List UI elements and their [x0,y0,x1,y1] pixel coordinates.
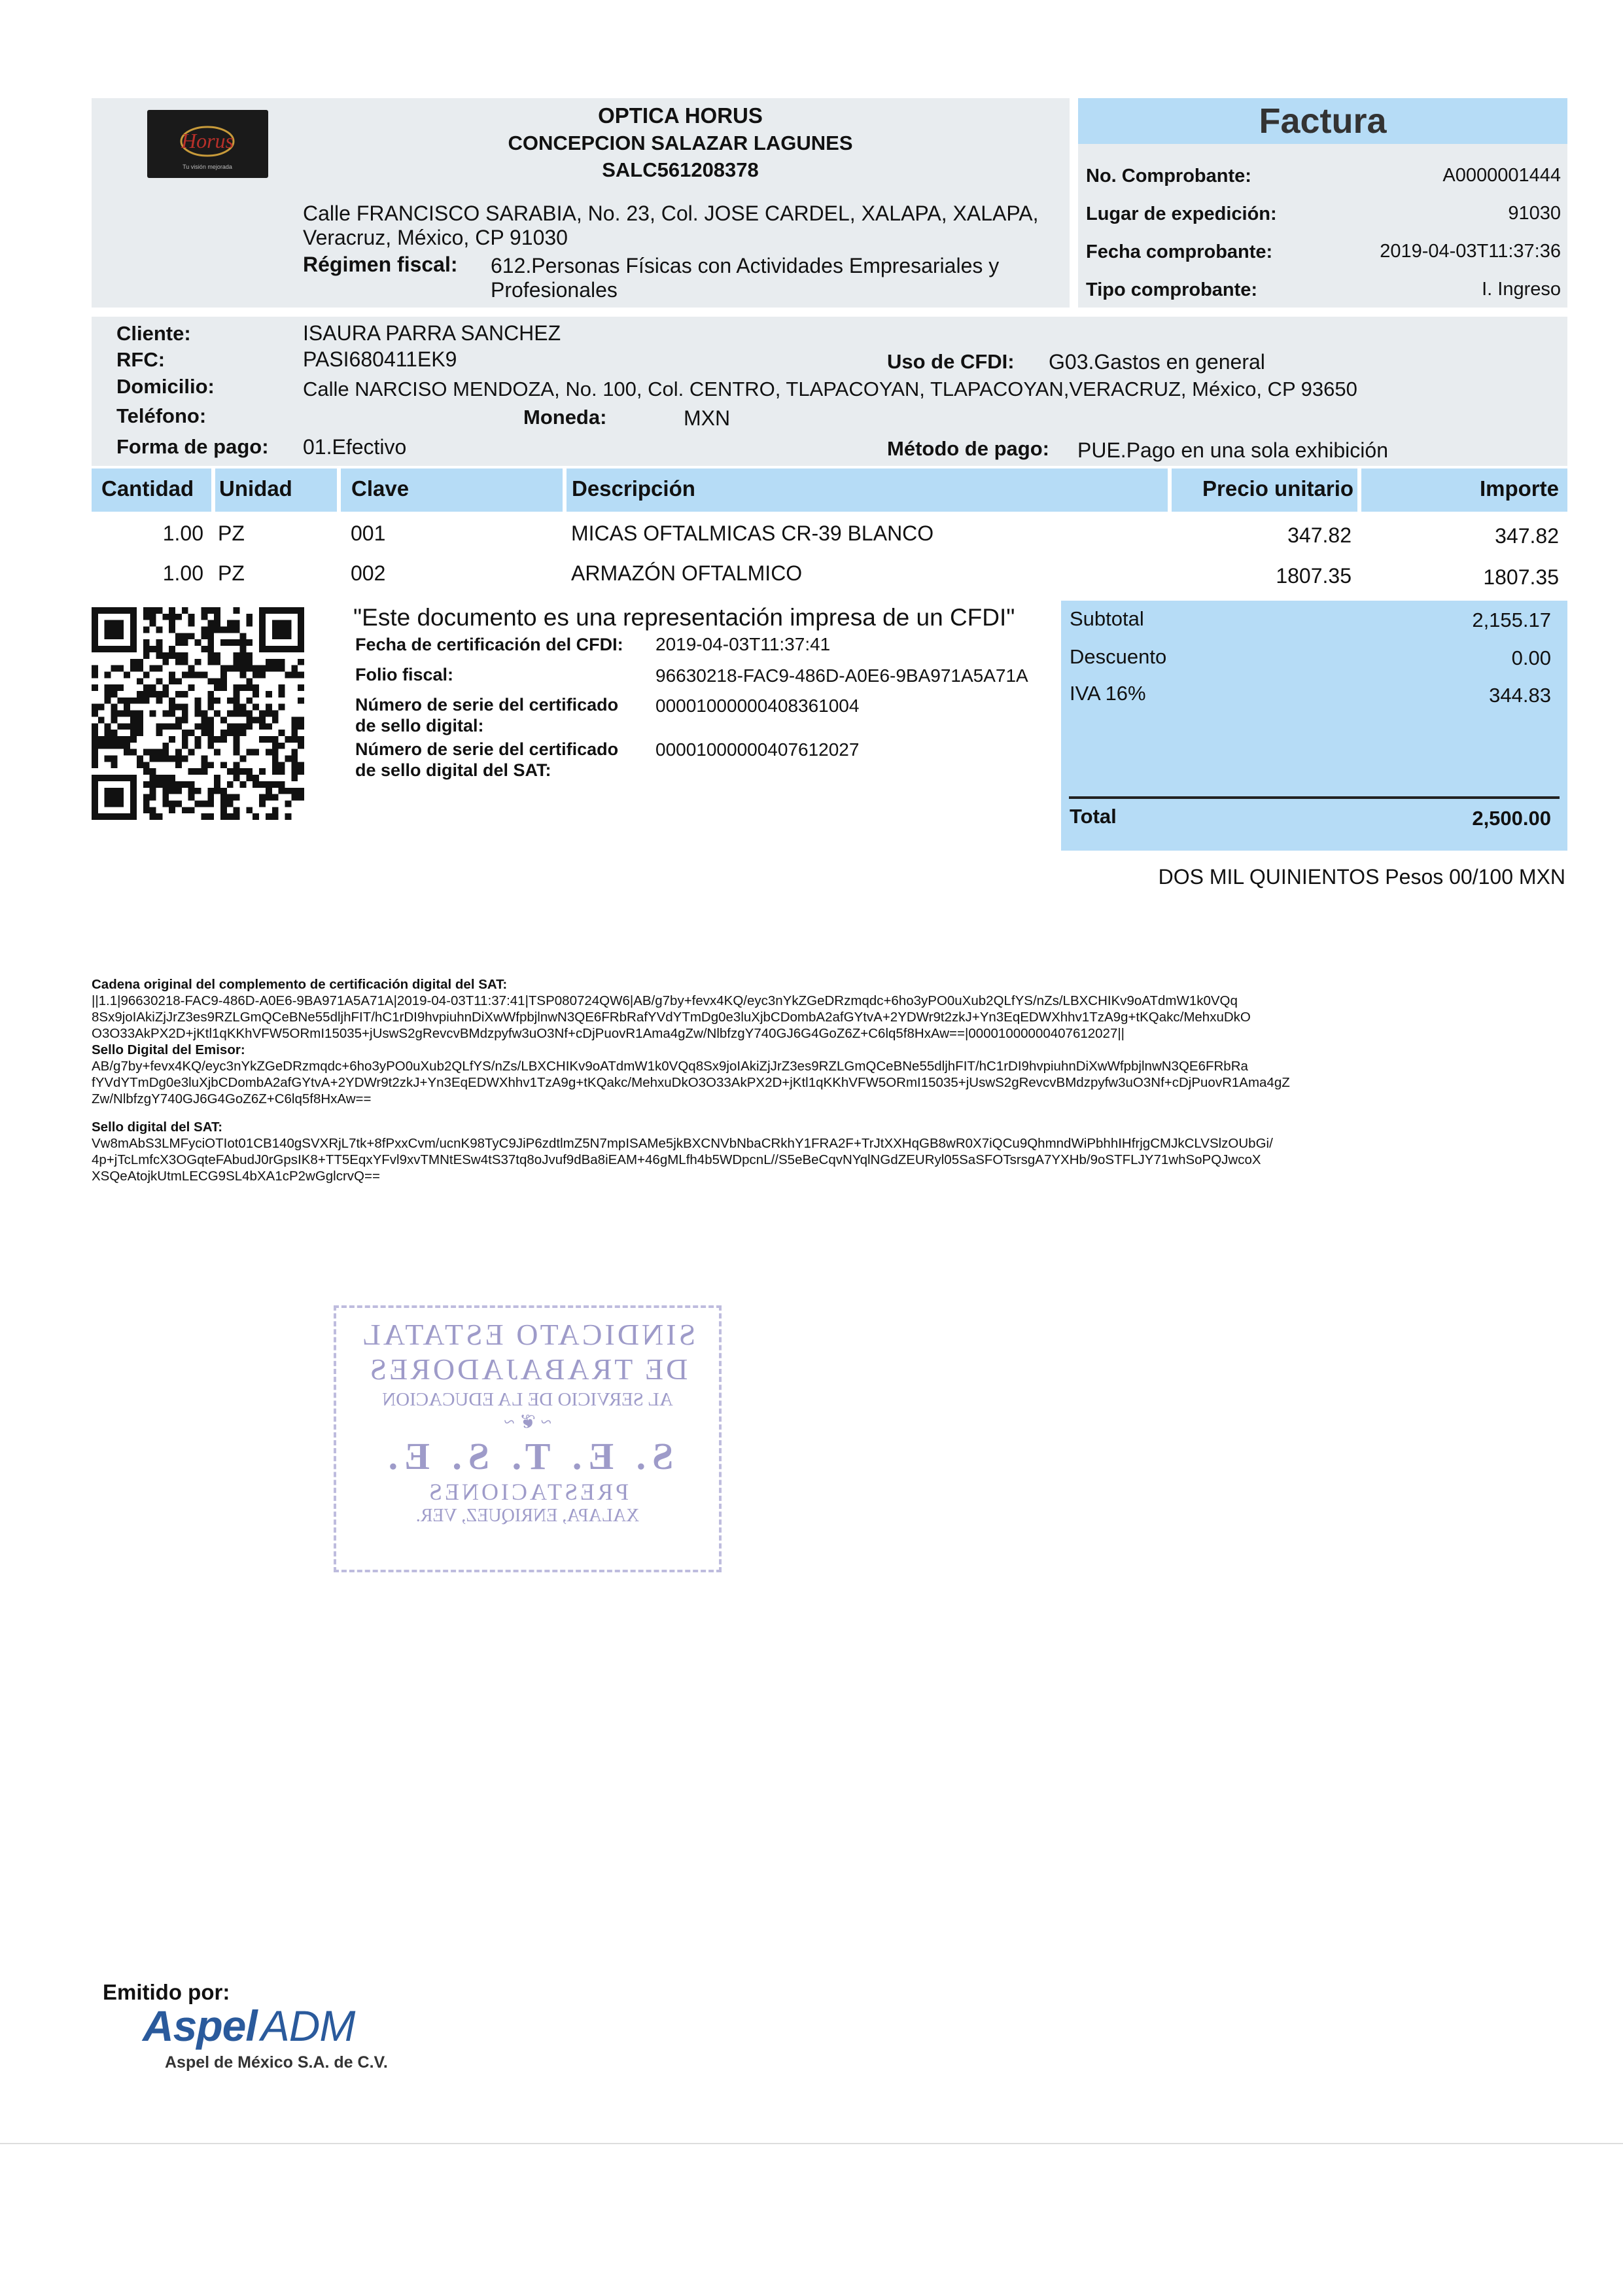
row2-description: ARMAZÓN OFTALMICO [571,561,803,585]
row1-description: MICAS OFTALMICAS CR-39 BLANCO [571,521,934,545]
stamp-line-1: SINDICATO ESTATAL [359,1318,696,1351]
issuer-regime-line1: 612.Personas Físicas con Actividades Empresariales y [491,254,1000,277]
emitted-by-label: Emitido por: [103,1980,230,2004]
row2-qty: 1.00 [162,561,203,585]
row1-key: 001 [351,521,386,545]
discount-label: Descuento [1070,645,1167,668]
brand-adm: ADM [260,2002,355,2050]
invoice-date-value: 2019-04-03T11:37:36 [1380,241,1561,262]
union-stamp [334,1305,722,1572]
folio: 96630218-FAC9-486D-A0E6-9BA971A5A71A [655,665,1028,686]
client-address: Calle NARCISO MENDOZA, No. 100, Col. CENTRO, TLAPACOYAN, TLAPACOYAN,VERACRUZ, México, CP 93650 [303,378,1357,400]
invoice-type-label: Tipo comprobante: [1086,279,1258,300]
scan-edge-line [0,2143,1623,2144]
row1-unit: PZ [218,521,245,545]
client-phone-label: Teléfono: [116,404,207,427]
header-divider [1168,468,1172,512]
brand-aspel: Aspel [143,2002,257,2050]
invoice-title: Factura [1259,101,1387,141]
serial-label-2: de sello digital: [355,716,484,735]
payment-form-label: Forma de pago: [116,435,269,458]
chain-line-2: 8Sx9joIAkiZjJrZ3es9RZLGmQCeBNe55dljhFIT/hC1rDI9hvpiuhnDiXwWfpbjlnwN3QE6FRbRafYVdYTmDg0e3luXjbCDombA2afGYtvA+2YDWr9t2zkJ+Yn3EqEDWXhhv1TzA9g+tKQakc/MehxuDkO [92,1010,1251,1025]
row2-unit: PZ [218,561,245,585]
totals-divider [1069,796,1560,799]
issuer-address-line2: Veracruz, México, CP 91030 [303,226,568,249]
cert-date: 2019-04-03T11:37:41 [655,634,831,654]
cfdi-use-label: Uso de CFDI: [887,350,1015,373]
logo-text: Horus [181,129,234,152]
col-header-unit-price: Precio unitario [1202,476,1354,501]
issue-place-label: Lugar de expedición: [1086,203,1277,224]
qr-code-icon [92,607,304,820]
subtotal-label: Subtotal [1070,607,1144,630]
emitter-seal-line-2: fYVdYTmDg0e3luXjbCDombA2afGYtvA+2YDWr9t2zkJ+Yn3EqEDWXhhv1TzA9g+tKQakc/MehxuDkO3O33AkPX2D+jKtl1qKKhVFW5ORmI15035+jUswS2gRevcvBMdzpyfw3uO3Nf+cDjPuovR1Ama4gZ [92,1075,1290,1090]
emitter-seal-title: Sello Digital del Emisor: [92,1042,245,1057]
logo-swirl-icon [147,110,268,178]
sat-seal-line-1: Vw8mAbS3LMFyciOTIot01CB140gSVXRjL7tk+8fPxxCvm/ucnK98TyC9JiP6zdtlmZ5N7mpISAMe5jkBXCNVbNbaCRkhY1FRA2F+TrJtXXHqGB8wR0X7iQCu9QhmndWiPbhhIHfrjgCMJkCLVSlzOUbGi/ [92,1136,1273,1151]
stamp-line-4: S. E. T. S. E. [381,1435,674,1477]
total-label: Total [1070,805,1117,828]
discount: 0.00 [1511,646,1551,669]
serial-label-1: Número de serie del certificado [355,695,619,715]
row1-qty: 1.00 [162,521,203,545]
header-divider [211,468,215,512]
currency-label: Moneda: [523,406,607,429]
payment-method: PUE.Pago en una sola exhibición [1077,438,1388,462]
issuer-rfc: SALC561208378 [602,158,759,181]
issuer-regime-line2: Profesionales [491,278,618,302]
logo-subtitle: Tu visión mejorada [183,164,232,170]
issuer-name: OPTICA HORUS [598,103,763,128]
aspel-logo [143,2001,355,2051]
col-header-unit: Unidad [219,476,292,501]
client-name-label: Cliente: [116,322,191,345]
subtotal: 2,155.17 [1472,609,1551,631]
sat-seal-line-2: 4p+jTcLmfcX3OGqteFAbudJ0rGpsIK8+TT5EqxYFvl9xvTMNtESw4tS37tq8oJvuf9dBa8iEAM+46gMLfh4b5WDpcnL//S5eBeCqvNYqlNGdZEURyl05SaSFOTsrsgA7YXHb/9oSTFLJY71whSoPQJwcoX [92,1152,1261,1167]
client-address-label: Domicilio: [116,375,215,398]
stamp-line-2: DE TRABAJADORES [367,1352,688,1386]
iva: 344.83 [1489,684,1551,707]
currency: MXN [684,406,731,430]
header-divider [563,468,567,512]
chain-line-1: ||1.1|96630218-FAC9-486D-A0E6-9BA971A5A71A|2019-04-03T11:37:41|TSP080724QW6|AB/g7by+fevx4KQ/eyc3nYkZGeDRzmqdc+6ho3yPO0uXub2QLfYS/nZs/LBXCHIKv9oATdmW1k0VQq [92,993,1238,1008]
cert-date-label: Fecha de certificación del CFDI: [355,635,623,654]
total: 2,500.00 [1472,807,1551,830]
row2-key: 002 [351,561,386,585]
serial: 00001000000408361004 [655,696,860,716]
col-header-quantity: Cantidad [101,476,194,501]
sat-seal-line-3: XSQeAtojkUtmLECG9SL4bXA1cP2wGglcrvQ== [92,1169,380,1184]
client-rfc-label: RFC: [116,348,166,371]
chain-line-3: O3O33AkPX2D+jKtl1qKKhVFW5ORmI15035+jUswS2gRevcvBMdzpyfw3uO3Nf+cDjPuovR1Ama4gZw/NlbfzgY740GJ6G4GoZ6Z+C6lq5f8HxAw==|00001000000407612027|| [92,1026,1125,1041]
issuer-address-line1: Calle FRANCISCO SARABIA, No. 23, Col. JOSE CARDEL, XALAPA, XALAPA, [303,202,1039,225]
payment-form: 01.Efectivo [303,435,407,459]
row1-amount: 347.82 [1495,524,1559,548]
client-rfc: PASI680411EK9 [303,347,457,371]
col-header-key: Clave [351,476,410,501]
row2-price: 1807.35 [1276,564,1352,588]
header-divider [337,468,341,512]
emitter-seal-line-1: AB/g7by+fevx4KQ/eyc3nYkZGeDRzmqdc+6ho3yPO0uXub2QLfYS/nZs/LBXCHIKv9oATdmW1k0VQq8Sx9joIAkiZjJrZ3es9RZLGmQCeBNe55dljhFIT/hC1rDI9hvpiuhnDiXwWfpbjlnwN3QE6FRbRa [92,1059,1248,1074]
chain-title: Cadena original del complemento de certificación digital del SAT: [92,977,508,992]
iva-label: IVA 16% [1070,682,1146,705]
folio-label: Folio fiscal: [355,665,454,684]
sat-serial: 00001000000407612027 [655,739,860,760]
stamp-ornament-icon: ~ ❦ ~ [504,1411,551,1433]
row1-price: 347.82 [1287,523,1352,547]
issuer-regime-label: Régimen fiscal: [303,253,458,276]
cfdi-use: G03.Gastos en general [1049,350,1265,374]
qr-modules [92,607,304,820]
invoice-type-value: I. Ingreso [1482,279,1561,300]
stamp-line-3: AL SERVICIO DE LA EDUCACION [382,1389,673,1410]
invoice-number-label: No. Comprobante: [1086,166,1251,186]
col-header-description: Descripción [572,476,695,501]
cfdi-notice: "Este documento es una representación impresa de un CFDI" [353,604,1015,631]
header-divider [1357,468,1361,512]
client-name: ISAURA PARRA SANCHEZ [303,321,561,345]
stamp-line-5: PRESTACIONES [426,1479,629,1505]
col-header-amount: Importe [1479,476,1559,501]
row2-amount: 1807.35 [1483,565,1559,589]
invoice-number-value: A0000001444 [1442,165,1561,186]
issue-place-value: 91030 [1508,203,1561,224]
stamp-line-6: XALAPA, ENRIQUEZ, VER. [415,1506,640,1526]
emitter-seal-line-3: Zw/NlbfzgY740GJ6G4GoZ6Z+C6lq5f8HxAw== [92,1091,372,1106]
issuer-logo [147,110,268,178]
payment-method-label: Método de pago: [887,437,1049,460]
sat-serial-label-2: de sello digital del SAT: [355,760,551,780]
sat-seal-title: Sello digital del SAT: [92,1120,223,1135]
amount-in-words: DOS MIL QUINIENTOS Pesos 00/100 MXN [1158,865,1565,889]
issuer-owner: CONCEPCION SALAZAR LAGUNES [508,132,853,154]
aspel-company: Aspel de México S.A. de C.V. [165,2053,388,2072]
invoice-date-label: Fecha comprobante: [1086,241,1273,262]
sat-serial-label-1: Número de serie del certificado [355,739,619,759]
